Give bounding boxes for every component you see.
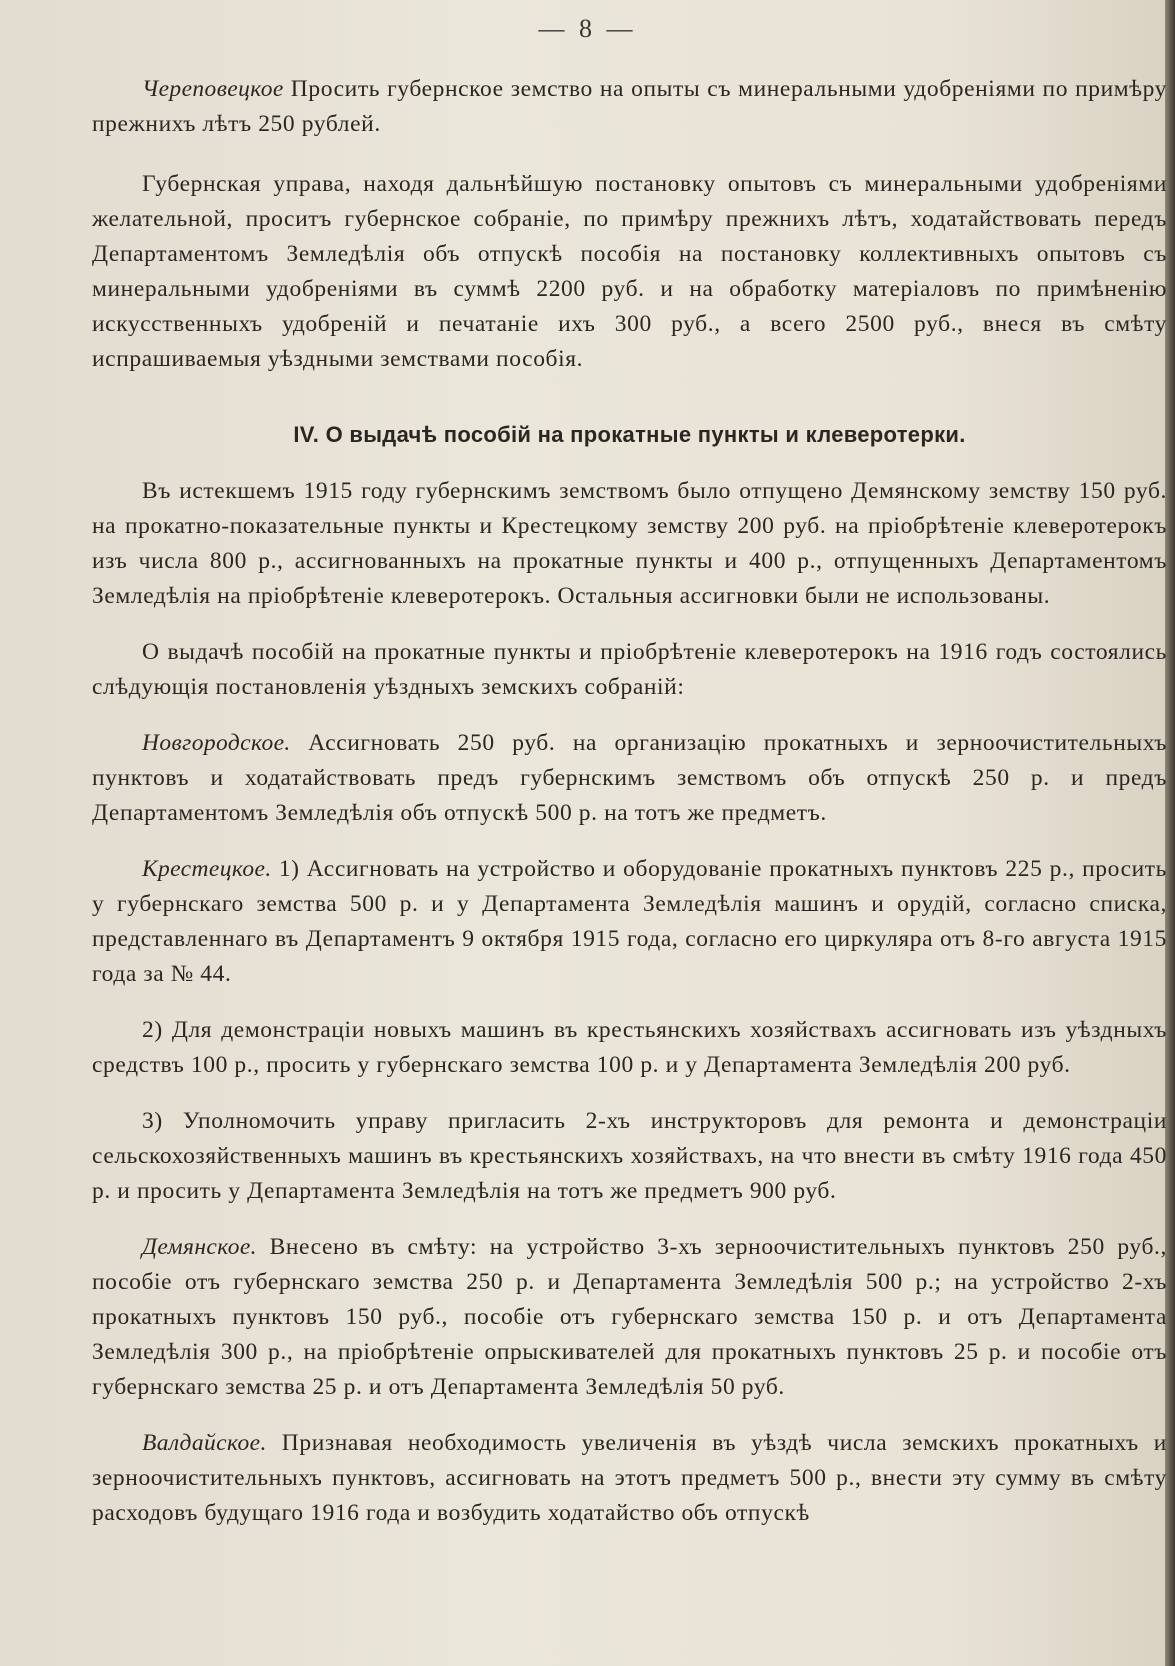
district-name: Череповецкое [142, 76, 284, 102]
paragraph-text: 3) Уполномочить управу пригласить 2-хъ инструкторовъ для ремонта и демонстраціи сельскохозяйственныхъ машинъ въ крестьянскихъ хозяйствахъ, на что внести въ смѣту 1916 года 450 р. и просить у Департамента Земледѣлія на тотъ же предметъ 900 руб. [92, 1108, 1167, 1204]
district-name: Крестецкое. [142, 856, 272, 882]
paragraph-krestsy-3 [92, 1104, 1167, 1209]
paragraph-text: Просить губернское земство на опыты съ минеральными удобреніями по примѣру прежнихъ лѣтъ 250 рублей. [92, 76, 1167, 137]
district-name: Демянское. [142, 1234, 257, 1260]
paragraph-krestsy-1 [92, 852, 1167, 992]
page-body [92, 72, 1167, 1552]
district-name: Новгородское. [142, 730, 291, 756]
paragraph-novgorod [92, 726, 1167, 831]
paragraph-valdai [92, 1426, 1167, 1531]
paragraph-text: 1) Ассигновать на устройство и оборудованіе прокатныхъ пунктовъ 225 р., просить у губернскаго земства 500 р. и у Департамента Земледѣлія машинъ и орудій, согласно списка, представленнаго въ Департаментъ 9 октября 1915 года, согласно его циркуляра отъ 8-го августа 1915 года за № 44. [92, 856, 1167, 987]
paragraph-text: О выдачѣ пособій на прокатные пункты и пріобрѣтеніе клеверотерокъ на 1916 годъ состоялись слѣдующія постановленія уѣздныхъ земскихъ собраній: [92, 639, 1167, 700]
district-name: Валдайское. [142, 1430, 267, 1456]
page-number: — 8 — [538, 14, 637, 43]
paragraph-text: Внесено въ смѣту: на устройство 3-хъ зерноочистительныхъ пунктовъ 250 руб., пособіе отъ губернскаго земства 250 р. и Департамента Земледѣлія 500 р.; на устройство 2-хъ прокатныхъ пунктовъ 150 руб., пособіе отъ губернскаго земства 150 р. и отъ Департамента Земледѣлія 300 р., на пріобрѣтеніе опрыскивателей для прокатныхъ пунктовъ 25 р. и пособіе отъ губернскаго земства 25 р. и отъ Департамента Земледѣлія 50 руб. [92, 1234, 1167, 1400]
paragraph-demyansk [92, 1230, 1167, 1405]
paragraph-krestsy-2 [92, 1013, 1167, 1083]
paragraph-1916-intro [92, 635, 1167, 705]
paragraph-text: Ассигновать 250 руб. на организацію прокатныхъ и зерноочистительныхъ пунктовъ и ходатайствовать предъ губернскимъ земствомъ объ отпускѣ 250 р. и предъ Департаментомъ Земледѣлія объ отпускѣ 500 р. на тотъ же предметъ. [92, 730, 1167, 826]
paragraph-text: Въ истекшемъ 1915 году губернскимъ земствомъ было отпущено Демянскому земству 150 руб. на прокатно-показательные пункты и Крестецкому земству 200 руб. на пріобрѣтеніе клеверотерокъ изъ числа 800 р., ассигнованныхъ на прокатные пункты и 400 р., отпущенныхъ Департаментомъ Земледѣлія на пріобрѣтеніе клеверотерокъ. Остальныя ассигновки были не использованы. [92, 478, 1167, 609]
paragraph-text: Губернская управа, находя дальнѣйшую постановку опытовъ съ минеральными удобреніями желательной, проситъ губернское собраніе, по примѣру прежнихъ лѣтъ, ходатайствовать передъ Департаментомъ Земледѣлія объ отпускѣ пособія на постановку коллективныхъ опытовъ съ минеральными удобреніями въ суммѣ 2200 руб. и на обработку матеріаловъ по примѣненію искусственныхъ удобреній и печатаніе ихъ 300 руб., а всего 2500 руб., внеся въ смѣту испрашиваемыя уѣздными земствами пособія. [92, 171, 1167, 372]
paragraph-text: 2) Для демонстраціи новыхъ машинъ въ крестьянскихъ хозяйствахъ ассигновать изъ уѣздныхъ средствъ 100 р., просить у губернскаго земства 100 р. и у Департамента Земледѣлія 200 руб. [92, 1017, 1167, 1078]
paragraph-cherepovets [92, 72, 1167, 142]
paragraph-text: Признавая необходимость увеличенія въ уѣздѣ числа земскихъ прокатныхъ и зерноочистительныхъ пунктовъ, ассигновать на этотъ предметъ 500 р., внести эту сумму въ смѣту расходовъ будущаго 1916 года и возбудить ходатайство объ отпускѣ [92, 1430, 1167, 1526]
paragraph-gubernia-board [92, 167, 1167, 377]
section-heading: IV. О выдачѣ пособій на прокатные пункты и клеверотерки. [293, 422, 966, 447]
paragraph-1915-summary [92, 474, 1167, 614]
